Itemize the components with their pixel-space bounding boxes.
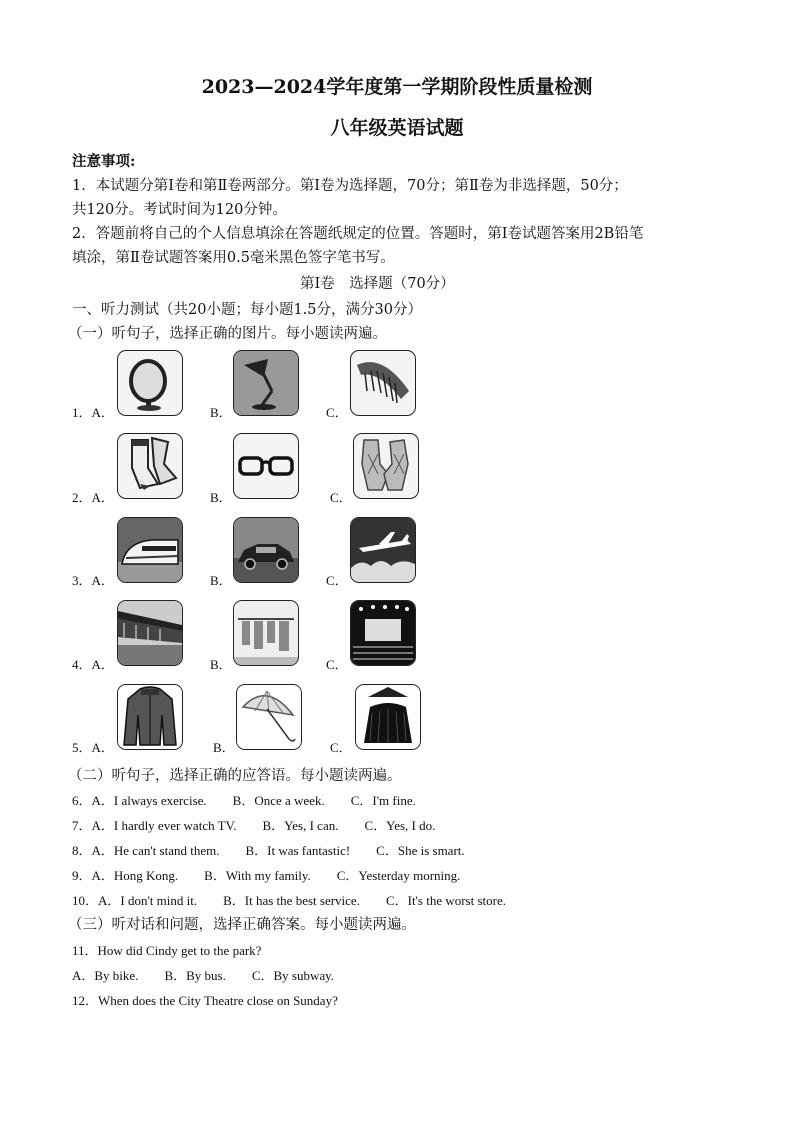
question-11-options: A．By bike. B．By bus. C．By subway. xyxy=(72,968,335,983)
question-6: 6．A．I always exercise. B．Once a week. C．I'm fine. xyxy=(72,793,416,808)
q3-b-label: B． xyxy=(210,573,232,588)
q1-b-label: B． xyxy=(210,405,232,420)
question-10: 10．A．I don't mind it. B．It has the best service. C．It's the worst store. xyxy=(72,893,506,908)
notice-line-1b: 共120分。考试时间为120分钟。 xyxy=(72,202,287,218)
lamp-icon[interactable] xyxy=(233,350,299,416)
q3-label: 3．A． xyxy=(72,573,114,588)
q4-label: 4．A． xyxy=(72,657,114,672)
q4-c-label: C． xyxy=(326,657,348,672)
stadium-icon[interactable] xyxy=(117,600,183,666)
notice-line-2b: 填涂，第Ⅱ卷试题答案用0.5毫米黑色签字笔书写。 xyxy=(72,250,395,266)
volume-heading: 第Ⅰ卷 选择题（70分） xyxy=(300,276,455,292)
exam-title: 2023—2024学年度第一学期阶段性质量检测 xyxy=(201,76,593,98)
q5-c-label: C． xyxy=(330,740,352,755)
glasses-icon[interactable] xyxy=(233,433,299,499)
train-icon[interactable] xyxy=(117,517,183,583)
q3-c-label: C． xyxy=(326,573,348,588)
q1-c-label: C． xyxy=(326,405,348,420)
plane-icon[interactable] xyxy=(350,517,416,583)
straw-raincoat-icon[interactable] xyxy=(355,684,421,750)
mirror-icon[interactable] xyxy=(117,350,183,416)
sub1-heading: （一）听句子，选择正确的图片。每小题读两遍。 xyxy=(68,326,387,342)
notice-line-2: 2．答题前将自己的个人信息填涂在答题纸规定的位置。答题时，第Ⅰ卷试题答案用2B铅笔 xyxy=(72,226,644,242)
q2-label: 2．A． xyxy=(72,490,114,505)
q4-b-label: B． xyxy=(210,657,232,672)
q5-label: 5．A． xyxy=(72,740,114,755)
theater-icon[interactable] xyxy=(350,600,416,666)
q2-b-label: B． xyxy=(210,490,232,505)
question-7: 7．A．I hardly ever watch TV. B．Yes, I can. C．Yes, I do. xyxy=(72,818,436,833)
umbrella-icon[interactable] xyxy=(236,684,302,750)
notice-line-1: 1．本试题分第Ⅰ卷和第Ⅱ卷两部分。第Ⅰ卷为选择题，70分；第Ⅱ卷为非选择题，50分； xyxy=(72,178,628,194)
clothing-store-icon[interactable] xyxy=(233,600,299,666)
question-8: 8．A．He can't stand them. B．It was fantastic! C．She is smart. xyxy=(72,843,465,858)
part1-heading: 一、听力测试（共20小题；每小题1.5分，满分30分） xyxy=(72,302,422,318)
socks-icon[interactable] xyxy=(117,433,183,499)
question-11: 11．How did Cindy get to the park? xyxy=(72,943,262,958)
exam-subtitle: 八年级英语试题 xyxy=(330,117,464,139)
question-9: 9．A．Hong Kong. B．With my family. C．Yesterday morning. xyxy=(72,868,461,883)
gloves-icon[interactable] xyxy=(353,433,419,499)
notice-heading: 注意事项: xyxy=(72,153,136,170)
coat-icon[interactable] xyxy=(117,684,183,750)
sub2-heading: （二）听句子，选择正确的应答语。每小题读两遍。 xyxy=(68,768,402,784)
q1-label: 1．A． xyxy=(72,405,114,420)
q5-b-label: B． xyxy=(213,740,235,755)
q2-c-label: C． xyxy=(330,490,352,505)
sub3-heading: （三）听对话和问题，选择正确答案。每小题读两遍。 xyxy=(68,917,416,933)
comb-icon[interactable] xyxy=(350,350,416,416)
question-12: 12．When does the City Theatre close on Sunday? xyxy=(72,993,338,1008)
car-icon[interactable] xyxy=(233,517,299,583)
